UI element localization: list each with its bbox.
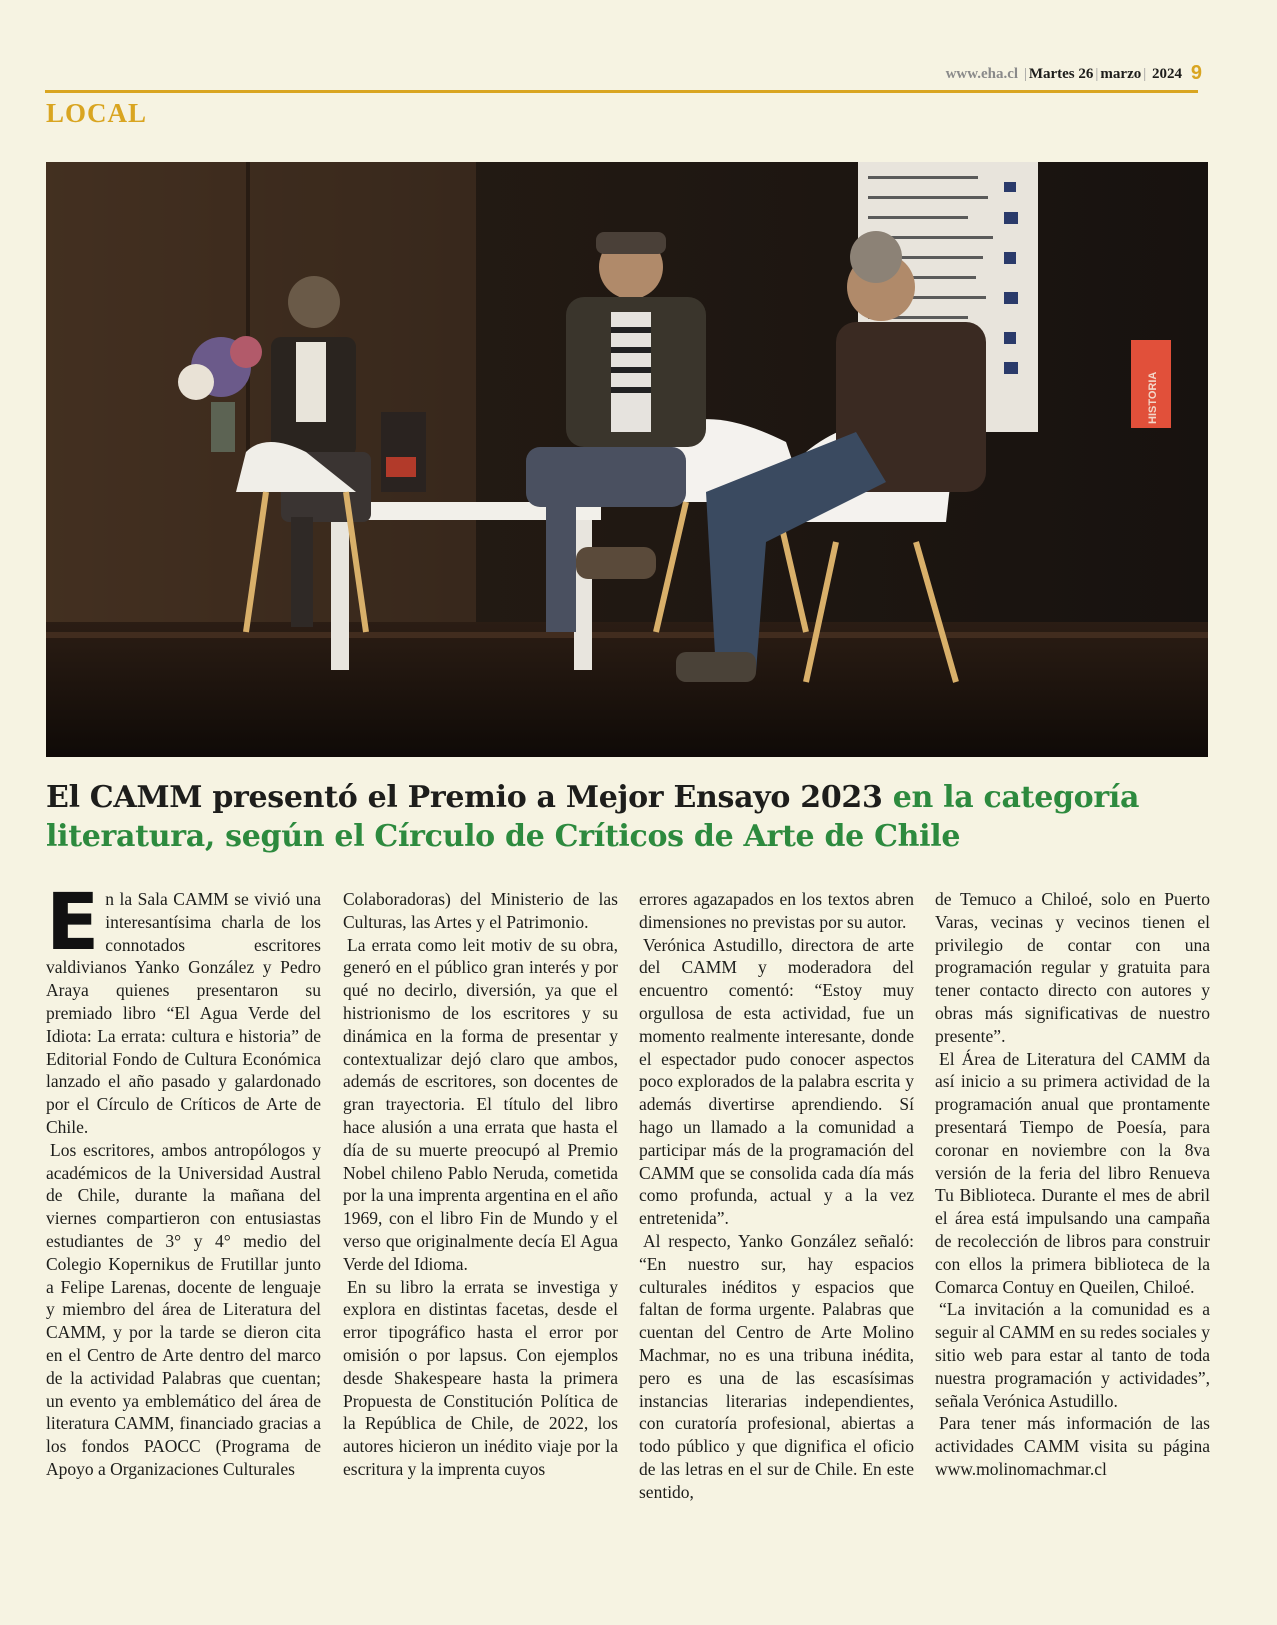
- paragraph: de Temuco a Chiloé, solo en Puerto Varas, vecinas y vecinos tienen el privilegio de contar con una programación regular y gratuita para tener contacto directo con autores y obras más significativas de nuestro presente”.: [935, 889, 1210, 1046]
- paragraph: La errata como leit motiv de su obra, generó en el público gran interés y por qué no decirlo, diversión, ya que el histrionismo de los escritores y su dinámica en la forma de presentar y contextualizar dejó claro que ambos, además de escritores, son docentes de gran trayectoria. El título del libro hace alusión a una errata que hasta el día de su muerte preocupó al Premio Nobel chileno Pablo Neruda, cometida por la una imprenta argentina en el año 1969, con el libro Fin de Mundo y el verso que originalmente decía El Agua Verde del Idioma.: [343, 934, 618, 1274]
- headline-subtitle: en la categoría literatura, según el Círculo de Críticos de Arte de Chile: [46, 780, 1140, 854]
- headline-main: El CAMM presentó el Premio a Mejor Ensayo 2023: [46, 780, 883, 815]
- article-column-1: [46, 878, 321, 1481]
- section-title: LOCAL: [46, 98, 148, 128]
- article-photo: [46, 162, 1208, 757]
- issue-month: marzo: [1100, 66, 1142, 82]
- website-label: www.eha.cl: [945, 66, 1019, 82]
- paragraph: El Área de Literatura del CAMM da así inicio a su primera actividad de la programación anual que prontamente presentará Tiempo de Poesía, para coronar en noviembre con la 8va versión de la feria del libro Renueva Tu Biblioteca. Durante el mes de abril el área está impulsando una campaña de recolección de libros para construir con ellos la primera biblioteca de la Comarca Contuy en Queilen, Chiloé.: [935, 1048, 1210, 1297]
- page-number: 9: [1190, 62, 1202, 84]
- drop-cap: E: [46, 878, 100, 968]
- article-column-2: [343, 888, 618, 1481]
- article-column-3: [639, 888, 914, 1504]
- paragraph: Al respecto, Yanko González señaló: “En nuestro sur, hay espacios culturales inéditos y espacios que faltan de forma urgente. Palabras que cuentan del Centro de Arte Molino Machmar, no es una tribuna inédita, pero es una de las escasísimas instancias literarias independientes, con curatoría profesional, abiertas a todo público y que dignifica el oficio de las letras en el sur de Chile. En este sentido,: [639, 1230, 914, 1502]
- issue-date-line: www.eha.cl | Martes 26 | marzo | 2024: [945, 66, 1182, 82]
- page-header: [45, 62, 1202, 93]
- paragraph: “La invitación a la comunidad es a seguir al CAMM en su redes sociales y sitio web para estar al tanto de toda nuestra programación y actividades”, señala Verónica Astudillo.: [935, 1299, 1210, 1411]
- issue-day: Martes 26: [1028, 66, 1094, 82]
- article-column-4: [935, 888, 1210, 1481]
- paragraph: Para tener más información de las actividades CAMM visita su página www.molinomachmar.cl: [935, 1413, 1210, 1479]
- paragraph: errores agazapados en los textos abren dimensiones no previstas por su autor.: [639, 889, 914, 932]
- paragraph: Colaboradoras) del Ministerio de las Culturas, las Artes y el Patrimonio.: [343, 889, 618, 932]
- paragraph: En su libro la errata se investiga y explora en distintas facetas, desde el error tipográfico hasta el error por omisión o por lapsus. Con ejemplos desde Shakespeare hasta la primera Propuesta de Constitución Política de la República de Chile, de 2022, los autores hicieron un inédito viaje por la escritura y la imprenta cuyos: [343, 1276, 618, 1479]
- book-spine-text: HISTORIA: [1147, 371, 1159, 424]
- paragraph: En la Sala CAMM se vivió una interesantísima charla de los connotados escritores valdivianos Yanko González y Pedro Araya quienes presentaron su premiado libro “El Agua Verde del Idiota: La errata: cultura e historia” de Editorial Fondo de Cultura Económica lanzado el año pasado y galardonado por el Círculo de Críticos de Arte de Chile.: [46, 878, 321, 1137]
- paragraph: Verónica Astudillo, directora de arte del CAMM y moderadora del encuentro comentó: “Estoy muy orgullosa de esta actividad, fue un momento realmente interesante, donde el espectador pudo conocer aspectos poco explorados de la palabra escrita y además divertirse aprendiendo. Sí hago un llamado a la comunidad a participar más de la programación del CAMM que se consolida cada día más como profunda, actual y a la vez entretenida”.: [639, 934, 914, 1229]
- paragraph: Los escritores, ambos antropólogos y académicos de la Universidad Austral de Chile, durante la mañana del viernes compartieron con entusiastas estudiantes de 3° y 4° medio del Colegio Kopernikus de Frutillar junto a Felipe Larenas, docente de lenguaje y miembro del área de Literatura del CAMM, y por la tarde se dieron cita en el Centro de Arte dentro del marco de la actividad Palabras que cuentan; un evento ya emblemático del área de literatura CAMM, financiado gracias a los fondos PAOCC (Programa de Apoyo a Organizaciones Culturales: [46, 1139, 321, 1479]
- photo-stage-scene: [46, 162, 1208, 757]
- issue-year: 2024: [1152, 66, 1182, 82]
- article-headline: [46, 778, 1216, 856]
